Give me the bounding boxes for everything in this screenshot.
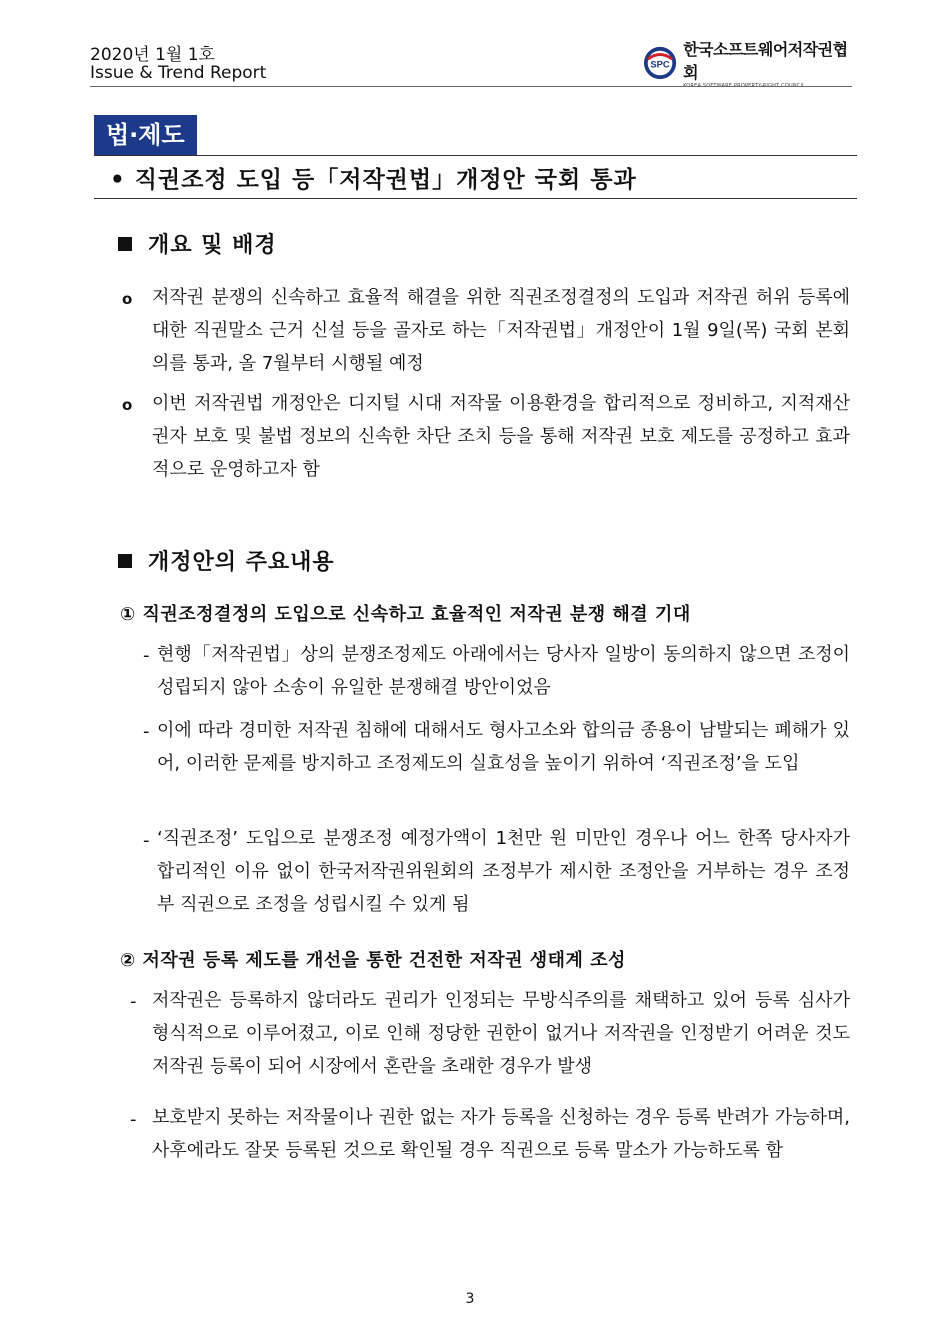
- dash-bullet: -: [143, 830, 150, 851]
- sub1-item-2: 이에 따라 경미한 저작권 침해에 대해서도 형사고소와 합의금 종용이 남발되는 폐해가 있어, 이러한 문제를 방지하고 조정제도의 실효성을 높이기 위하여 ‘직권조정’을 도입: [157, 720, 850, 774]
- issue-label: 2020년 1월 1호: [90, 45, 215, 65]
- header-divider: [90, 86, 852, 87]
- category-badge: 법·제도: [94, 115, 197, 155]
- logo-mark-text: SPC: [650, 59, 670, 71]
- section-heading-main-content: 개정안의 주요내용: [118, 545, 335, 576]
- org-logo-mark-icon: [643, 45, 677, 81]
- sub2-item-2: 보호받지 못하는 저작물이나 권한 없는 자가 등록을 신청하는 경우 등록 반려가 가능하며, 사후에라도 잘못 등록된 것으로 확인될 경우 직권으로 등록 말소가 가능하도록 함: [152, 1107, 850, 1161]
- square-bullet-icon: [118, 554, 132, 568]
- square-bullet-icon: [118, 237, 132, 251]
- article-title: • 직권조정 도입 등「저작권법」개정안 국회 통과: [110, 167, 637, 193]
- report-label: Issue & Trend Report: [90, 63, 267, 83]
- overview-item-2: 이번 저작권법 개정안은 디지털 시대 저작물 이용환경을 합리적으로 정비하고, 지적재산권자 보호 및 불법 정보의 신속한 차단 조치 등을 통해 저작권 보호 제도를 공정하고 효과적으로 운영하고자 함: [152, 393, 850, 480]
- org-name: 한국소프트웨어저작권협회: [683, 40, 848, 82]
- subsection-heading-1: ① 직권조정결정의 도입으로 신속하고 효율적인 저작권 분쟁 해결 기대: [120, 604, 691, 625]
- page-number: 3: [465, 1291, 475, 1307]
- dash-bullet: -: [143, 645, 150, 666]
- overview-item-1: 저작권 분쟁의 신속하고 효율적 해결을 위한 직권조정결정의 도입과 저작권 허위 등록에 대한 직권말소 근거 신설 등을 골자로 하는「저작권법」개정안이 1월 9일(목) 국회 본회의를 통과, 올 7월부터 시행될 예정: [152, 287, 850, 374]
- title-rule-top: [94, 155, 857, 156]
- subsection-heading-2: ② 저작권 등록 제도를 개선을 통한 건전한 저작권 생태계 조성: [120, 950, 626, 971]
- title-rule-bottom: [94, 198, 857, 199]
- sub1-item-1: 현행「저작권법」상의 분쟁조정제도 아래에서는 당사자 일방이 동의하지 않으면 조정이 성립되지 않아 소송이 유일한 분쟁해결 방안이었음: [157, 644, 850, 698]
- dash-bullet: -: [143, 721, 150, 742]
- sub2-item-1: 저작권은 등록하지 않더라도 권리가 인정되는 무방식주의를 채택하고 있어 등록 심사가 형식적으로 이루어졌고, 이로 인해 정당한 권한이 없거나 저작권을 인정받기 어려운 것도 저작권 등록이 되어 시장에서 혼란을 초래한 경우가 발생: [152, 990, 850, 1077]
- circle-bullet-icon: o: [122, 396, 133, 414]
- section-heading-overview: 개요 및 배경: [118, 228, 277, 259]
- sub1-item-3: ‘직권조정’ 도입으로 분쟁조정 예정가액이 1천만 원 미만인 경우나 어느 한쪽 당사자가 합리적인 이유 없이 한국저작권위원회의 조정부가 제시한 조정안을 거부하는 경우 조정부 직권으로 조정을 성립시킬 수 있게 됨: [157, 828, 850, 915]
- dash-bullet: -: [130, 1109, 137, 1130]
- org-logo: [643, 40, 853, 82]
- dash-bullet: -: [130, 991, 137, 1012]
- circle-bullet-icon: o: [122, 290, 133, 308]
